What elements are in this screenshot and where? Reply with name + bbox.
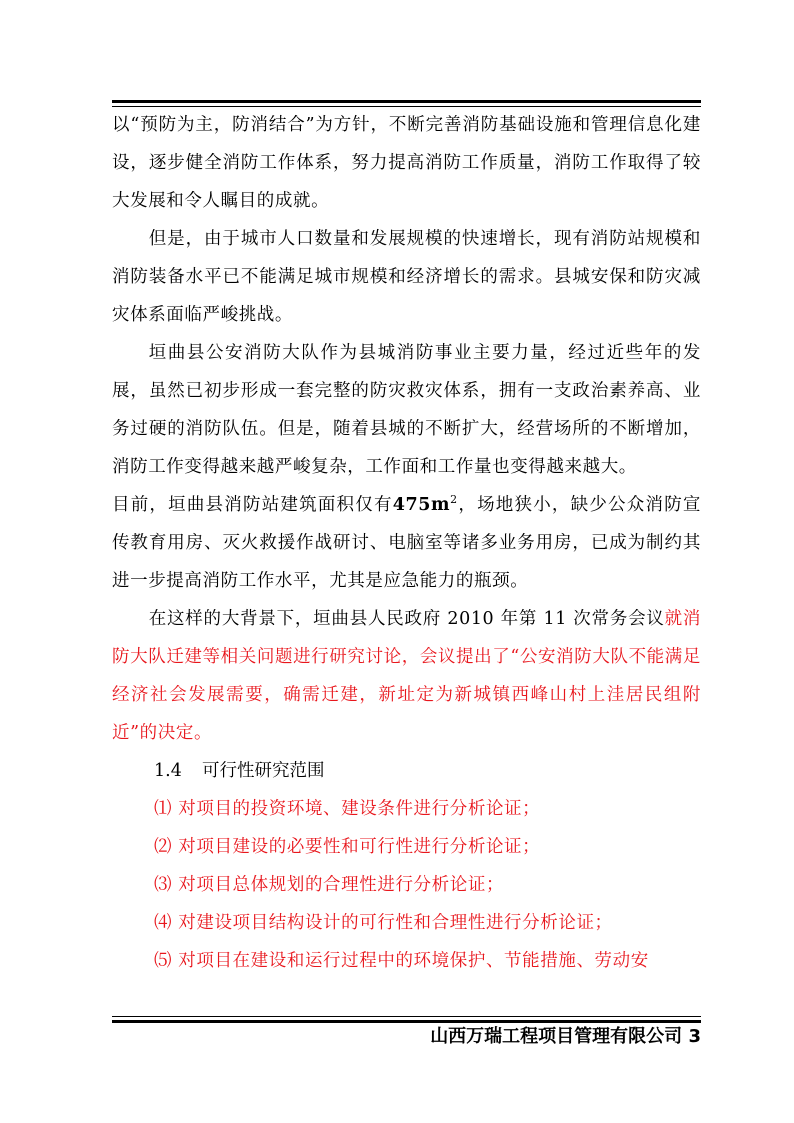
paragraph-1: 以“预防为主，防消结合”为方针，不断完善消防基础设施和管理信息化建设，逐步健全消防工作体系，努力提高消防工作质量，消防工作取得了较大发展和令人瞩目的成就。 xyxy=(112,115,701,211)
footer-rule-thick xyxy=(112,1020,701,1023)
list-item: ⑶ 对项目总体规划的合理性进行分析论证； xyxy=(154,875,505,895)
paragraph-4-before: 目前，垣曲县消防站建筑面积仅有 xyxy=(112,495,393,515)
paragraph-3: 垣曲县公安消防大队作为县城消防事业主要力量，经过近些年的发展，虽然已初步形成一套完整的防灾救灾体系，拥有一支政治素养高、业务过硬的消防队伍。但是，随着县城的不断扩大，经营场所的不断增加，消防工作变得越来越严峻复杂，工作面和工作量也变得越来越大。 xyxy=(112,343,701,477)
list-item: ⑸ 对项目在建设和运行过程中的环境保护、节能措施、劳动安 xyxy=(154,951,649,971)
paragraph-5-red: 就消防大队迁建等相关问题进行研究讨论，会议提出了“公安消防大队不能满足经济社会发展需要，确需迁建，新址定为新城镇西峰山村上洼居民组附近”的决定。 xyxy=(112,609,701,743)
section-heading xyxy=(112,752,701,790)
footer-company: 山西万瑞工程项目管理有限公司 xyxy=(430,1026,683,1047)
area-value: 475m xyxy=(392,495,451,515)
page-number: 3 xyxy=(688,1026,701,1047)
paragraph-2: 但是，由于城市人口数量和发展规模的快速增长，现有消防站规模和消防装备水平已不能满足城市规模和经济增长的需求。县城安保和防灾减灾体系面临严峻挑战。 xyxy=(112,229,701,325)
area-exponent: 2 xyxy=(450,493,458,507)
section-number: 1.4 xyxy=(154,761,182,781)
paragraph-4 xyxy=(112,486,701,600)
paragraph-5 xyxy=(112,600,701,752)
list-item: ⑷ 对建设项目结构设计的可行性和合理性进行分析论证； xyxy=(154,913,613,933)
section-title: 可行性研究范围 xyxy=(202,761,325,781)
header-rule-thick xyxy=(112,100,701,103)
paragraph-4-after: ，场地狭小，缺少公众消防宣传教育用房、灭火救援作战研讨、电脑室等诸多业务用房，已成为制约其进一步提高消防工作水平，尤其是应急能力的瓶颈。 xyxy=(112,495,701,591)
footer-rule-thin xyxy=(112,1016,701,1017)
document-body xyxy=(112,106,701,980)
paragraph-5-black: 在这样的大背景下，垣曲县人民政府 2010 年第 11 次常务会议 xyxy=(148,609,665,629)
list-item: ⑴ 对项目的投资环境、建设条件进行分析论证； xyxy=(154,799,541,819)
page-footer xyxy=(430,1024,701,1050)
list-item: ⑵ 对项目建设的必要性和可行性进行分析论证； xyxy=(154,837,541,857)
